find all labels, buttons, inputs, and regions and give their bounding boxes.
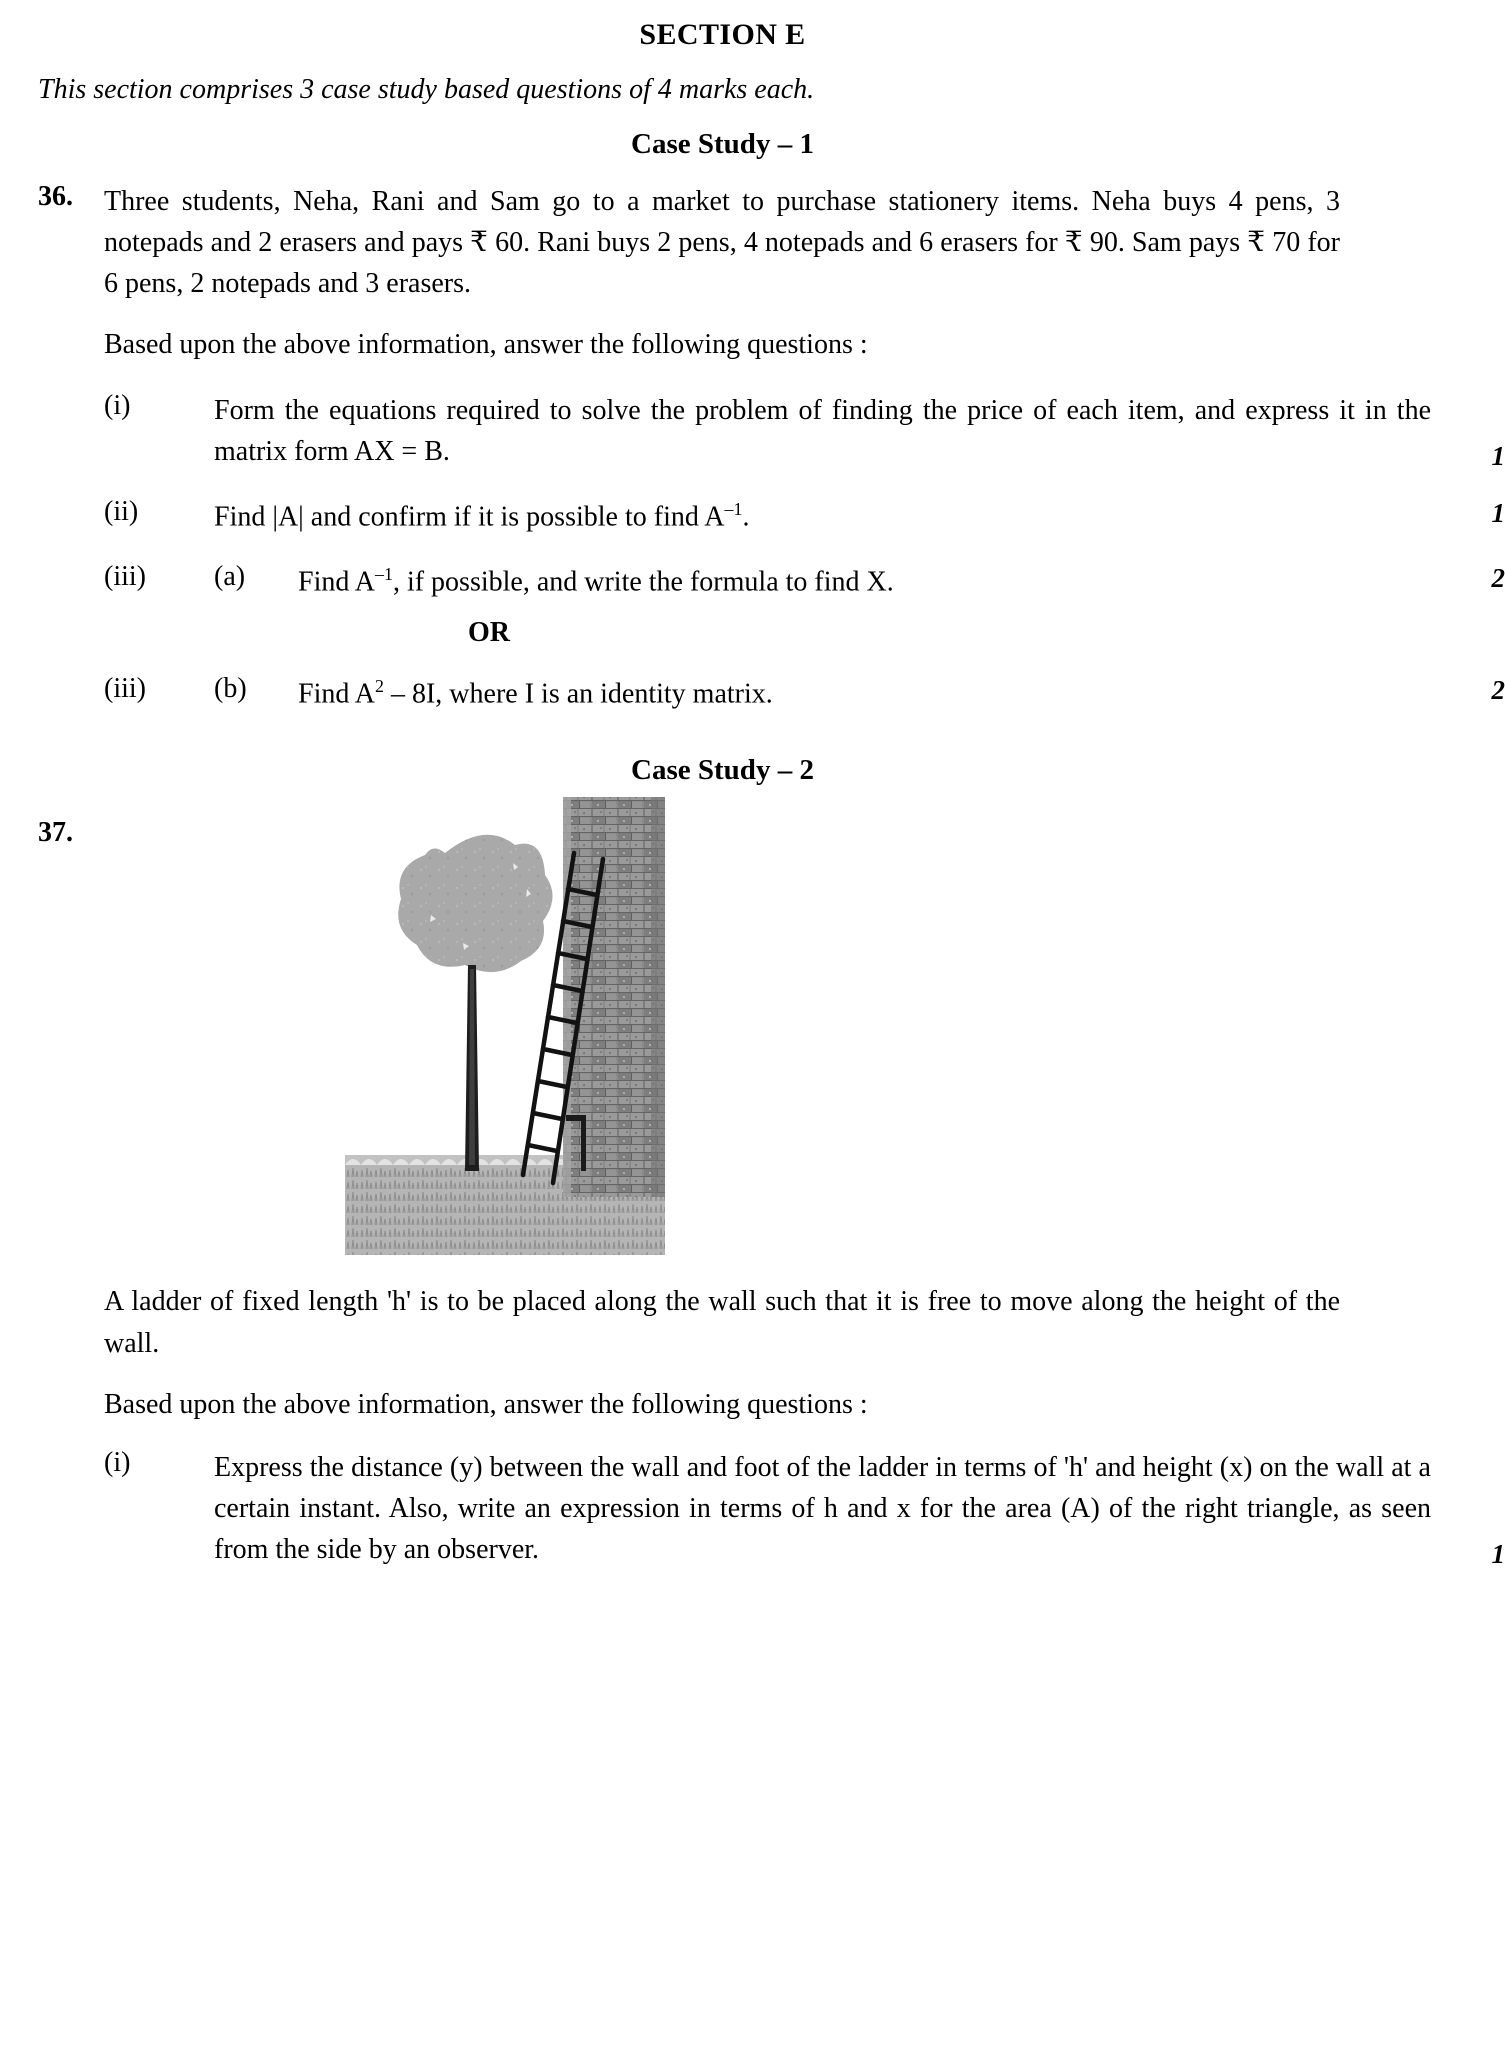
sub-label-37-i: (i) <box>104 1446 131 1478</box>
sub-text-36-ii-part-a: Find |A| and confirm if it is possible to find A <box>214 501 725 533</box>
question-36-row <box>0 181 1505 304</box>
sub-text-36-i: Form the equations required to solve the problem of finding the price of each item, and express it in the matrix form AX = B. <box>214 394 1431 467</box>
sub-question-36-iii-a <box>0 561 1505 602</box>
question-37-body: A ladder of fixed length 'h' is to be placed along the wall such that it is free to move along the height of the wall. <box>104 1286 1340 1359</box>
sub-question-37-i <box>0 1447 1505 1570</box>
sub-text-36-iii-a-part-a: Find A <box>298 566 376 598</box>
sub-text-36-ii-part-b: . <box>742 501 750 533</box>
case-study-1-heading: Case Study – 1 <box>631 128 814 160</box>
superscript-36-ii: –1 <box>724 498 743 519</box>
exam-page <box>0 18 1505 2052</box>
marks-36-iii-a: 2 <box>1491 563 1505 594</box>
marks-36-iii-b: 2 <box>1491 674 1505 705</box>
question-37-marks-spacer <box>1340 1281 1414 1283</box>
question-36-body: Three students, Neha, Rani and Sam go to a market to purchase stationery items. Neha buys 4 pens, 3 notepads and 2 erasers and pays ₹ 60. Rani buys 2 pens, 4 notepads and 6 erasers for ₹ 90. Sam pays ₹ 70 for 6 pens, 2 notepads and 3 erasers. <box>104 186 1340 300</box>
or-separator: OR <box>468 616 510 648</box>
question-37-instruction: Based upon the above information, answer the following questions : <box>104 1388 868 1420</box>
marks-37-i: 1 <box>1491 1539 1505 1570</box>
superscript-36-iii-a: –1 <box>375 564 393 585</box>
sub-text-36-iii-b-part-b: – 8I, where I is an identity matrix. <box>383 678 773 710</box>
section-note: This section comprises 3 case study based questions of 4 marks each. <box>38 74 815 105</box>
question-36-instruction-row <box>0 324 1505 365</box>
sub-text-37-i: Express the distance (y) between the wall and foot of the ladder in terms of 'h' and height (x) on the wall at a certain instant. Also, write an expression in terms of h and x for the area (A) of the right triangle, as seen from the side by an observer. <box>214 1451 1431 1566</box>
sub-text-36-ii <box>214 496 1431 537</box>
marks-36-i: 1 <box>1491 440 1505 471</box>
superscript-36-iii-b: 2 <box>375 675 384 696</box>
sub-question-36-iii-b <box>0 673 1505 714</box>
sub-text-36-iii-b-part-a: Find A <box>298 678 376 710</box>
question-36-sub-list <box>0 390 1505 715</box>
sub-text-36-iii-a <box>298 561 1431 602</box>
sub-option-label-36-iii-b: (b) <box>214 672 247 704</box>
question-36-number: 36. <box>38 181 73 212</box>
sub-text-36-iii-a-part-b: , if possible, and write the formula to find X. <box>392 566 894 598</box>
tree-canopy <box>398 835 552 972</box>
instruction-marks-spacer-37 <box>1340 1384 1414 1386</box>
question-36-instruction: Based upon the above information, answer the following questions : <box>104 329 868 361</box>
question-37-instruction-row <box>0 1384 1505 1425</box>
sub-label-36-ii: (ii) <box>104 495 139 527</box>
brick-wall <box>563 797 665 1197</box>
question-37-body-row <box>0 1281 1505 1363</box>
sub-question-36-i <box>0 390 1505 472</box>
sub-text-36-iii-b <box>298 673 1431 714</box>
sub-question-36-ii <box>0 496 1505 537</box>
instruction-marks-spacer-36 <box>1340 324 1414 326</box>
sub-label-36-iii-a: (iii) <box>104 561 146 593</box>
ladder-against-wall-illustration <box>345 793 740 1255</box>
question-37-number: 37. <box>38 817 73 849</box>
sub-option-label-36-iii-a: (a) <box>214 561 246 593</box>
case-study-2-heading: Case Study – 2 <box>631 754 814 787</box>
question-37-figure-block <box>0 793 1505 1263</box>
marks-36-ii: 1 <box>1491 497 1505 528</box>
sub-label-36-i: (i) <box>104 389 131 421</box>
question-36-marks-spacer <box>1340 181 1414 183</box>
sub-label-36-iii-b: (iii) <box>104 672 146 704</box>
section-title: SECTION E <box>639 18 806 51</box>
